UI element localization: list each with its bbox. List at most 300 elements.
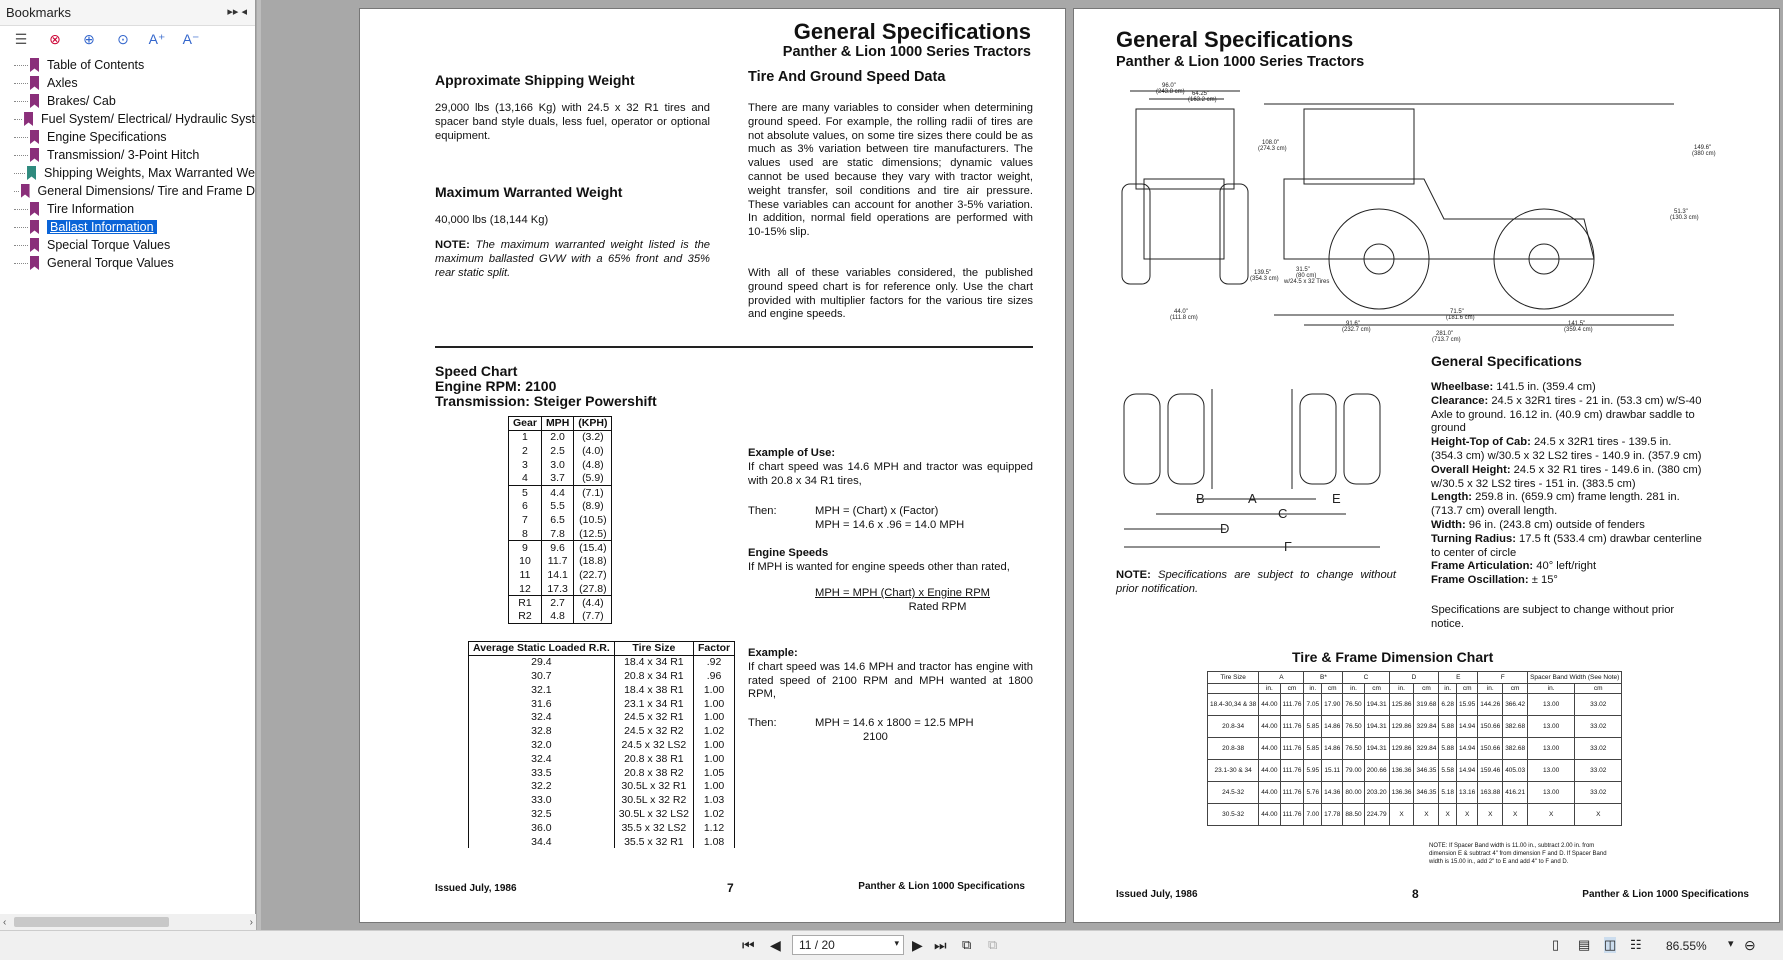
table-cell: (18.8) [574, 554, 612, 568]
scroll-left-icon[interactable]: ‹ [3, 916, 7, 928]
formula-2: MPH = MPH (Chart) x Engine RPM Rated RPM [815, 587, 991, 613]
spec-item [1431, 395, 1703, 436]
tire-speed-heading: Tire And Ground Speed Data [748, 69, 946, 85]
table-row [1208, 694, 1622, 716]
table-cell: 194.31 [1364, 716, 1389, 738]
table-row [509, 513, 612, 527]
table-cell: 14.36 [1322, 782, 1343, 804]
table-cell: 1.02 [693, 807, 734, 821]
expand-bookmark-icon[interactable]: ⊙ [117, 30, 129, 47]
table-cell: 24.5 x 32 R1 [614, 710, 693, 724]
spec-item [1431, 491, 1703, 519]
table-cell: 224.79 [1364, 804, 1389, 826]
table-cell: 346.35 [1414, 760, 1439, 782]
table-cell: 14.86 [1322, 716, 1343, 738]
table-cell: 5 [509, 485, 542, 499]
table-cell: 30.7 [469, 669, 615, 683]
table-header: MPH [541, 417, 573, 431]
bookmark-item[interactable]: Engine Specifications [0, 128, 255, 146]
table-cell: 33.0 [469, 793, 615, 807]
table-cell: 11.7 [541, 554, 573, 568]
dim-label: (713.7 cm) [1432, 337, 1461, 343]
table-cell: 111.76 [1280, 760, 1304, 782]
table-cell: 4.4 [541, 485, 573, 499]
table-cell: 14.94 [1457, 738, 1478, 760]
spec-key: Clearance: [1431, 394, 1489, 407]
front-tire-left [1122, 184, 1150, 284]
table-cell: X [1528, 804, 1575, 826]
table-subheader: in. [1343, 684, 1364, 694]
panel-controls[interactable]: ▸▸ ◂ [227, 6, 247, 18]
table-subheader: in. [1528, 684, 1575, 694]
table-cell: 18.4-30,34 & 38 [1208, 694, 1259, 716]
table-cell: 32.1 [469, 683, 615, 697]
dim-label: (130.3 cm) [1670, 215, 1699, 221]
table-row [469, 807, 735, 821]
table-cell: 13.00 [1528, 738, 1575, 760]
table-cell: 31.6 [469, 697, 615, 711]
table-cell: 4.8 [541, 610, 573, 624]
table-cell: 14.1 [541, 568, 573, 582]
spec-key: Width: [1431, 518, 1466, 531]
table-cell: X [1503, 804, 1528, 826]
spec-item [1431, 519, 1703, 533]
spec-item [1431, 381, 1703, 395]
table-cell: 30.5L x 32 R1 [614, 779, 693, 793]
table-cell: 111.76 [1280, 738, 1304, 760]
table-cell: 44.00 [1259, 760, 1280, 782]
spec-item [1431, 560, 1703, 574]
bookmark-item[interactable]: Table of Contents [0, 56, 255, 74]
tire-dim-d: D [1220, 521, 1230, 536]
table-cell: 33.02 [1575, 760, 1622, 782]
table-cell: 1.12 [693, 821, 734, 835]
dim-label: (163.2 cm) [1188, 97, 1217, 103]
table-row [1208, 782, 1622, 804]
table-cell: 32.4 [469, 752, 615, 766]
table-row [509, 444, 612, 458]
table-cell: 44.00 [1259, 738, 1280, 760]
table-cell: 1.02 [693, 724, 734, 738]
formula-3: MPH = 14.6 x 1800 = 12.5 MPH 2100 [815, 717, 974, 743]
table-cell: 203.20 [1364, 782, 1389, 804]
table-cell: 32.5 [469, 807, 615, 821]
table-cell: 35.5 x 32 LS2 [614, 821, 693, 835]
spec-key: Turning Radius: [1431, 532, 1516, 545]
table-cell: 150.66 [1478, 738, 1503, 760]
table-cell: 2.7 [541, 596, 573, 610]
table-header: Tire Size [614, 642, 693, 656]
two-page-icon[interactable]: ◫ [1604, 937, 1617, 952]
table-cell: 44.00 [1259, 804, 1280, 826]
table-header: Spacer Band Width (See Note) [1528, 672, 1622, 684]
table-header: Gear [509, 417, 542, 431]
table-cell: 3 [509, 458, 542, 472]
spec-key: Wheelbase: [1431, 381, 1494, 393]
table-cell: R1 [509, 596, 542, 610]
table-cell: X [1457, 804, 1478, 826]
table-cell: 44.00 [1259, 782, 1280, 804]
table-cell: 1.00 [693, 697, 734, 711]
footer-issued: Issued July, 1986 [435, 883, 517, 894]
table-cell: 3.0 [541, 458, 573, 472]
then-label-2: Then: [748, 717, 777, 729]
next-page-icon[interactable]: ▶ [912, 937, 923, 953]
table-cell: 15.95 [1457, 694, 1478, 716]
sidebar-horizontal-scrollbar[interactable] [0, 914, 256, 930]
table-cell: (5.9) [574, 472, 612, 486]
spec-value: 17.5 ft (533.4 cm) drawbar centerline to center of circle [1431, 532, 1702, 559]
table-subheader: cm [1503, 684, 1528, 694]
table-row [1208, 716, 1622, 738]
table-cell: 144.26 [1478, 694, 1503, 716]
table-cell: 129.86 [1389, 738, 1414, 760]
table-subheader: cm [1414, 684, 1439, 694]
spec-key: Frame Oscillation: [1431, 574, 1529, 587]
options-icon[interactable]: ☰ [14, 30, 28, 47]
zoom-level[interactable]: 86.55% [1666, 939, 1707, 953]
table-cell: 79.00 [1343, 760, 1364, 782]
bookmark-icon [30, 220, 39, 234]
table-cell: 329.84 [1414, 738, 1439, 760]
table-cell: 416.21 [1503, 782, 1528, 804]
table-row [469, 766, 735, 780]
page-title: General Specifications [793, 19, 1031, 44]
table-row [509, 582, 612, 596]
tire-paragraph-1: There are many variables to consider when determining ground speed. For example, the rolling radii of tires are not absolute values, on some tire sizes there could be as much as 3% variation between tire manufacturers. The values used are static dimensions; dynamic values cannot be used because they vary with tractor weight, weight transfer, soil conditions and tire air pressure. These variables can account for another 3-5% variation. In addition, normal field operations are performed with 10-15% slip. [748, 102, 1033, 239]
table-row [509, 430, 612, 444]
table-row [469, 793, 735, 807]
tractor-dimension-diagram [1114, 79, 1734, 349]
tire-spacing-diagram [1116, 379, 1386, 559]
bookmarks-title: Bookmarks [6, 5, 72, 20]
bookmark-item[interactable]: Shipping Weights, Max Warranted We [0, 164, 255, 182]
previous-view-icon[interactable]: ⧉ [962, 937, 972, 952]
dim-label: (359.4 cm) [1564, 327, 1593, 333]
table-row [469, 655, 735, 669]
tire-frame-dimension-table [1207, 671, 1622, 826]
table-row [509, 485, 612, 499]
table-cell: 7 [509, 513, 542, 527]
bookmark-icon [30, 94, 39, 108]
navigation-bar [0, 930, 1783, 960]
table-header: Tire Size [1208, 672, 1259, 684]
bookmark-icon [30, 58, 39, 72]
table-cell: 14.94 [1457, 760, 1478, 782]
page-7 [359, 8, 1066, 923]
table-cell: 15.11 [1322, 760, 1343, 782]
table-cell: 23.1-30 & 34 [1208, 760, 1259, 782]
table-cell: 24.5 x 32 LS2 [614, 738, 693, 752]
table-row [469, 821, 735, 835]
table-cell: 200.66 [1364, 760, 1389, 782]
tire-dim-e: E [1332, 491, 1341, 506]
table-cell: 29.4 [469, 655, 615, 669]
table-cell: 18.4 x 38 R1 [614, 683, 693, 697]
dim-label: 108.0" [1262, 140, 1280, 146]
table-cell: X [1439, 804, 1457, 826]
table-row [469, 835, 735, 849]
table-cell: 5.88 [1439, 738, 1457, 760]
spec-item [1431, 574, 1703, 588]
table-cell: (27.8) [574, 582, 612, 596]
bookmark-item[interactable]: General Torque Values [0, 254, 255, 272]
table-cell: 44.00 [1259, 716, 1280, 738]
footer-issued: Issued July, 1986 [1116, 889, 1198, 900]
table-cell: 136.36 [1389, 760, 1414, 782]
table-subheader: cm [1457, 684, 1478, 694]
table-cell: (8.9) [574, 499, 612, 513]
page-8 [1073, 8, 1780, 923]
table-cell: X [1478, 804, 1503, 826]
tire-dim-a: A [1248, 491, 1257, 506]
tire-dim-b: B [1196, 491, 1205, 506]
table-cell: 1.00 [693, 683, 734, 697]
table-row [469, 710, 735, 724]
spec-value: 24.5 x 32R1 tires - 21 in. (53.3 cm) w/S-40 Axle to ground. 16.12 in. (40.9 cm) drawbar saddle to ground [1431, 394, 1702, 435]
dim-label: (80 cm) [1296, 273, 1317, 279]
spec-key: Length: [1431, 491, 1473, 504]
table-cell: 13.00 [1528, 760, 1575, 782]
bookmark-icon [30, 238, 39, 252]
table-cell: 13.00 [1528, 716, 1575, 738]
table-cell: 163.88 [1478, 782, 1503, 804]
tire-factor-table [468, 641, 735, 848]
bookmark-icon [30, 76, 39, 90]
table-cell: 44.00 [1259, 694, 1280, 716]
table-cell: 382.68 [1503, 716, 1528, 738]
dim-label: 141.5" [1568, 321, 1586, 327]
table-row [469, 752, 735, 766]
page-subtitle: Panther & Lion 1000 Series Tractors [782, 44, 1031, 60]
table-subheader: in. [1259, 684, 1280, 694]
table-cell: 76.50 [1343, 716, 1364, 738]
table-cell: 33.02 [1575, 782, 1622, 804]
table-cell: 32.2 [469, 779, 615, 793]
chevron-down-icon[interactable]: ▾ [894, 938, 899, 948]
table-cell: (4.4) [574, 596, 612, 610]
delete-bookmark-icon[interactable]: ⊗ [49, 30, 61, 47]
single-page-icon[interactable]: ▯ [1552, 937, 1560, 952]
formula-1: MPH = (Chart) x (Factor) MPH = 14.6 x .96 = 14.0 MPH [815, 505, 965, 531]
table-cell: 80.00 [1343, 782, 1364, 804]
tire-paragraph-2: With all of these variables considered, the published ground speed chart is for reference only. Use the chart provided with multiplier factors for the various tire sizes and engine speeds. [748, 267, 1033, 321]
bookmark-icon [30, 256, 39, 270]
table-cell: 329.84 [1414, 716, 1439, 738]
table-cell: 125.86 [1389, 694, 1414, 716]
last-page-icon[interactable]: ⏭ [934, 937, 947, 953]
new-bookmark-icon[interactable]: ⊕ [83, 30, 95, 47]
table-header: D [1389, 672, 1439, 684]
table-cell: 17.3 [541, 582, 573, 596]
table-header: C [1343, 672, 1389, 684]
spec-value: 24.5 x 32R1 tires - 139.5 in. (354.3 cm) w/30.5 x 32 LS2 tires - 140.9 in. (357.9 cm) [1431, 436, 1702, 462]
table-cell: 33.5 [469, 766, 615, 780]
bookmark-item[interactable]: Axles [0, 74, 255, 92]
bookmark-icon [30, 148, 39, 162]
table-row [469, 683, 735, 697]
spec-value: 40° left/right [1533, 560, 1597, 573]
table-cell: 1.00 [693, 779, 734, 793]
table-cell: 32.4 [469, 710, 615, 724]
table-subheader: in. [1304, 684, 1322, 694]
previous-page-icon[interactable]: ◀ [770, 937, 781, 953]
front-body-shape [1144, 179, 1224, 259]
table-cell: 20.8 x 34 R1 [614, 669, 693, 683]
table-row [509, 554, 612, 568]
table-row [509, 458, 612, 472]
table-subheader: cm [1575, 684, 1622, 694]
table-cell: 382.68 [1503, 738, 1528, 760]
first-page-icon[interactable]: ⏮ [742, 937, 755, 953]
table-cell: 11 [509, 568, 542, 582]
table-cell: 8 [509, 527, 542, 541]
table-cell: 9.6 [541, 541, 573, 555]
table-cell: 5.58 [1439, 760, 1457, 782]
engine-speeds: Engine Speeds If MPH is wanted for engine speeds other than rated, [748, 547, 1010, 573]
table-cell: (12.5) [574, 527, 612, 541]
table-cell: (15.4) [574, 541, 612, 555]
table-cell: (4.8) [574, 458, 612, 472]
dim-label: 64.25" [1192, 91, 1210, 97]
dim-label: 149.6" [1694, 145, 1712, 151]
table-cell: 7.05 [1304, 694, 1322, 716]
table-cell: 1.00 [693, 738, 734, 752]
dim-label: (354.3 cm) [1250, 276, 1279, 282]
table-subheader [1208, 684, 1259, 694]
bookmarks-toolbar [0, 26, 255, 52]
table-cell: 10 [509, 554, 542, 568]
table-cell: 20.8-38 [1208, 738, 1259, 760]
bookmark-item[interactable]: Brakes/ Cab [0, 92, 255, 110]
spec-change-note: NOTE: Specifications are subject to change without prior notification. [1116, 569, 1397, 595]
table-cell: 24.5 x 32 R2 [614, 724, 693, 738]
dim-label: 139.5" [1254, 270, 1272, 276]
table-header: Average Static Loaded R.R. [469, 642, 615, 656]
spec-item [1431, 533, 1703, 561]
bookmark-icon [27, 166, 36, 180]
bookmark-item[interactable]: Tire Information [0, 200, 255, 218]
bookmark-item-selected[interactable]: Ballast Information [0, 218, 255, 236]
table-cell: 1.08 [693, 835, 734, 849]
table-header: F [1478, 672, 1528, 684]
example-of-use: Example of Use: If chart speed was 14.6 MPH and tractor was equipped with 20.8 x 34 R1 tires, [748, 447, 1033, 487]
table-cell: 6.5 [541, 513, 573, 527]
spec-value: 141.5 in. (359.4 cm) [1493, 381, 1596, 393]
document-viewer [261, 0, 1783, 930]
dim-label: (243.8 cm) [1156, 89, 1185, 95]
table-subheader: cm [1364, 684, 1389, 694]
table-cell: 20.8 x 38 R1 [614, 752, 693, 766]
decrease-text-icon[interactable]: A⁻ [182, 30, 200, 47]
spec-value: 24.5 x 32 R1 tires - 149.6 in. (380 cm) w/30.5 x 32 LS2 tires - 151 in. (383.5 cm) [1431, 463, 1702, 490]
table-subheader: cm [1280, 684, 1304, 694]
bookmark-item[interactable]: Special Torque Values [0, 236, 255, 254]
spec-item [1431, 464, 1703, 492]
spec-key: Overall Height: [1431, 463, 1511, 476]
bookmark-item[interactable]: Fuel System/ Electrical/ Hydraulic Syst [0, 110, 255, 128]
table-subheader: in. [1478, 684, 1503, 694]
example-2: Example: If chart speed was 14.6 MPH and tractor has engine with rated speed of 2100 RPM and MPH wanted at 1800 RPM, [748, 647, 1033, 701]
shipping-weight-heading: Approximate Shipping Weight [435, 72, 635, 88]
spec-value: 96 in. (243.8 cm) outside of fenders [1465, 518, 1645, 531]
table-cell: 136.36 [1389, 782, 1414, 804]
table-cell: 2.5 [541, 444, 573, 458]
table-header: Factor [693, 642, 734, 656]
spec-item [1431, 436, 1703, 464]
table-cell: 33.02 [1575, 738, 1622, 760]
increase-text-icon[interactable]: A⁺ [148, 30, 166, 47]
dim-label: (232.7 cm) [1342, 327, 1371, 333]
table-cell: 13.00 [1528, 782, 1575, 804]
table-cell: 5.85 [1304, 738, 1322, 760]
bookmarks-header [0, 0, 255, 26]
bookmarks-panel [0, 0, 256, 930]
table-cell: 12 [509, 582, 542, 596]
table-cell: 2 [509, 444, 542, 458]
table-cell: 36.0 [469, 821, 615, 835]
table-cell: 366.42 [1503, 694, 1528, 716]
table-cell: 7.00 [1304, 804, 1322, 826]
bookmark-item[interactable]: Transmission/ 3-Point Hitch [0, 146, 255, 164]
dim-label: 71.5" [1450, 309, 1464, 315]
table-cell: 30.5L x 32 LS2 [614, 807, 693, 821]
table-row [509, 596, 612, 610]
table-cell: 5.85 [1304, 716, 1322, 738]
continuous-icon[interactable]: ▤ [1578, 937, 1591, 952]
table-row [469, 779, 735, 793]
table-row [469, 697, 735, 711]
scroll-right-icon[interactable]: › [249, 916, 253, 928]
table-cell: 14.94 [1457, 716, 1478, 738]
specs-change-note: Specifications are subject to change without prior notice. [1431, 604, 1675, 630]
table-cell: (7.7) [574, 610, 612, 624]
dim-label: (380 cm) [1692, 151, 1716, 157]
zoom-dropdown-icon[interactable]: ▾ [1728, 938, 1734, 950]
table-cell: 20.8 x 38 R2 [614, 766, 693, 780]
dim-label: 96.0" [1162, 83, 1176, 89]
page-subtitle: Panther & Lion 1000 Series Tractors [1116, 54, 1365, 70]
table-cell: (3.2) [574, 430, 612, 444]
table-header: E [1439, 672, 1478, 684]
table-cell: 17.78 [1322, 804, 1343, 826]
table-cell: 111.76 [1280, 716, 1304, 738]
shipping-weight-text: 29,000 lbs (13,166 Kg) with 24.5 x 32 R1 tires and spacer band style duals, less fuel, operator or optional equipment. [435, 102, 710, 142]
spec-key: Frame Articulation: [1431, 560, 1534, 573]
scrollbar-thumb[interactable] [14, 917, 169, 927]
table-cell: 129.86 [1389, 716, 1414, 738]
scrolling-two-page-icon[interactable]: ☷ [1630, 937, 1642, 952]
table-cell: 24.5-32 [1208, 782, 1259, 804]
tire-dim-c: C [1278, 506, 1288, 521]
table-row [509, 610, 612, 624]
then-label-1: Then: [748, 505, 777, 517]
table-cell: (22.7) [574, 568, 612, 582]
tire-dim-f: F [1284, 539, 1292, 554]
gear-speed-table [508, 416, 612, 624]
table-cell: 5.18 [1439, 782, 1457, 804]
table-cell: 9 [509, 541, 542, 555]
table-cell: 33.02 [1575, 694, 1622, 716]
table-cell: 405.03 [1503, 760, 1528, 782]
page-number-field[interactable]: 11 / 20 ▾ [792, 935, 904, 955]
table-subheader: cm [1322, 684, 1343, 694]
table-cell: .92 [693, 655, 734, 669]
table-row [509, 541, 612, 555]
zoom-out-icon[interactable]: ⊖ [1744, 937, 1756, 953]
bookmark-item[interactable]: General Dimensions/ Tire and Frame D [0, 182, 255, 200]
next-view-icon[interactable]: ⧉ [988, 937, 998, 952]
